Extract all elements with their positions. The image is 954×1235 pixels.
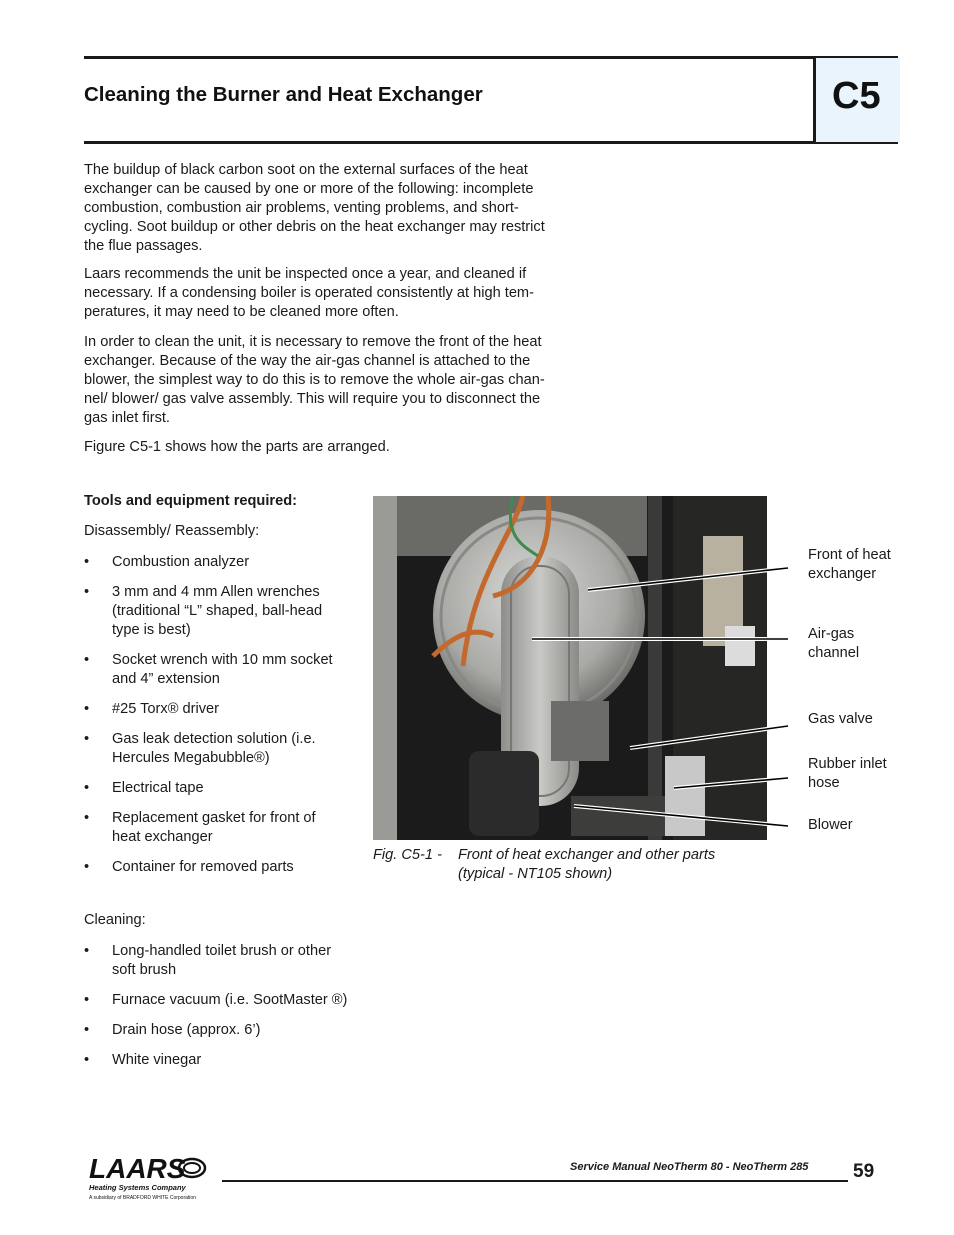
list-item: • Combustion analyzer <box>84 554 250 570</box>
list-item: • Container for removed parts <box>84 859 294 875</box>
bullet: • <box>84 731 90 747</box>
footer-rule <box>222 1180 848 1182</box>
cleaning-heading: Cleaning: <box>84 912 146 928</box>
callout-blower: Blower <box>808 817 853 833</box>
figure-caption <box>373 846 715 884</box>
laars-logo <box>86 1152 211 1202</box>
svg-text:A subsidiary of BRADFORD WHITE: A subsidiary of BRADFORD WHITE Corporation <box>89 1195 196 1201</box>
bullet: • <box>84 1022 90 1038</box>
callout-front-heat-exchanger: Front of heat exchanger <box>808 547 891 582</box>
bullet: • <box>84 780 90 796</box>
callout-gas-valve: Gas valve <box>808 711 873 727</box>
svg-text:LAARS: LAARS <box>89 1153 186 1184</box>
caption-line-1: Front of heat exchanger and other parts <box>458 847 716 863</box>
disassembly-list <box>84 553 333 877</box>
disassembly-heading: Disassembly/ Reassembly: <box>84 523 260 539</box>
svg-text:Heating Systems Company: Heating Systems Company <box>89 1183 186 1192</box>
bullet: • <box>84 992 90 1008</box>
list-item: • White vinegar <box>84 1052 202 1068</box>
list-item: • Drain hose (approx. 6’) <box>84 1022 261 1038</box>
list-item: • Gas leak detection solution (i.e. Hercules Megabubble®) <box>84 731 316 766</box>
bullet: • <box>84 943 90 959</box>
bullet: • <box>84 1052 90 1068</box>
bullet: • <box>84 810 90 826</box>
callout-rubber-inlet-hose: Rubber inlet hose <box>808 756 887 791</box>
bullet: • <box>84 584 90 600</box>
intro-paragraph-1: The buildup of black carbon soot on the external surfaces of the heat exchanger can be caused by one or more of the following: incomplete combustion, combustion air problems, venting problems, and short- cycling. Soot buildup or other debris on the heat exchanger may restrict the flue passages. <box>84 162 545 254</box>
bullet: • <box>84 701 90 717</box>
list-item: • 3 mm and 4 mm Allen wrenches (traditional “L” shaped, ball-head type is best) <box>84 584 323 638</box>
list-item: • Furnace vacuum (i.e. SootMaster ®) <box>84 992 348 1008</box>
section-code: C5 <box>832 75 881 117</box>
intro-paragraph-4: Figure C5-1 shows how the parts are arranged. <box>84 439 390 455</box>
bullet: • <box>84 652 90 668</box>
header-top-rule <box>84 56 898 59</box>
callout-air-gas-channel: Air-gas channel <box>808 626 860 661</box>
list-item: • Socket wrench with 10 mm socket and 4” extension <box>84 652 333 687</box>
caption-line-2: (typical - NT105 shown) <box>458 866 613 882</box>
tools-heading: Tools and equipment required: <box>84 493 297 509</box>
section-tab <box>813 58 900 142</box>
bullet: • <box>84 554 90 570</box>
list-item: • Electrical tape <box>84 780 204 796</box>
callout-leaders <box>520 560 800 840</box>
bullet: • <box>84 859 90 875</box>
header-bottom-rule <box>84 141 898 144</box>
page-number: 59 <box>853 1161 875 1182</box>
list-item: • Replacement gasket for front of heat exchanger <box>84 810 316 845</box>
list-item: • Long-handled toilet brush or other soft brush <box>84 943 332 978</box>
intro-paragraph-2: Laars recommends the unit be inspected once a year, and cleaned if necessary. If a condensing boiler is operated consistently at high tem- peratures, it may need to be cleaned more often. <box>84 266 534 320</box>
intro-paragraph-3: In order to clean the unit, it is necessary to remove the front of the heat exchanger. Because of the way the air-gas channel is attached to the blower, the simplest way to do this is to remove the whole air-gas chan- nel/ blower/ gas valve assembly. This will require you to disconnect the gas inlet first. <box>84 334 545 426</box>
list-item: • #25 Torx® driver <box>84 701 220 717</box>
footer-manual-title: Service Manual NeoTherm 80 - NeoTherm 285 <box>570 1161 809 1173</box>
cleaning-list <box>84 942 347 1070</box>
page-title: Cleaning the Burner and Heat Exchanger <box>84 83 483 106</box>
figure-number: Fig. C5-1 - <box>373 847 442 863</box>
